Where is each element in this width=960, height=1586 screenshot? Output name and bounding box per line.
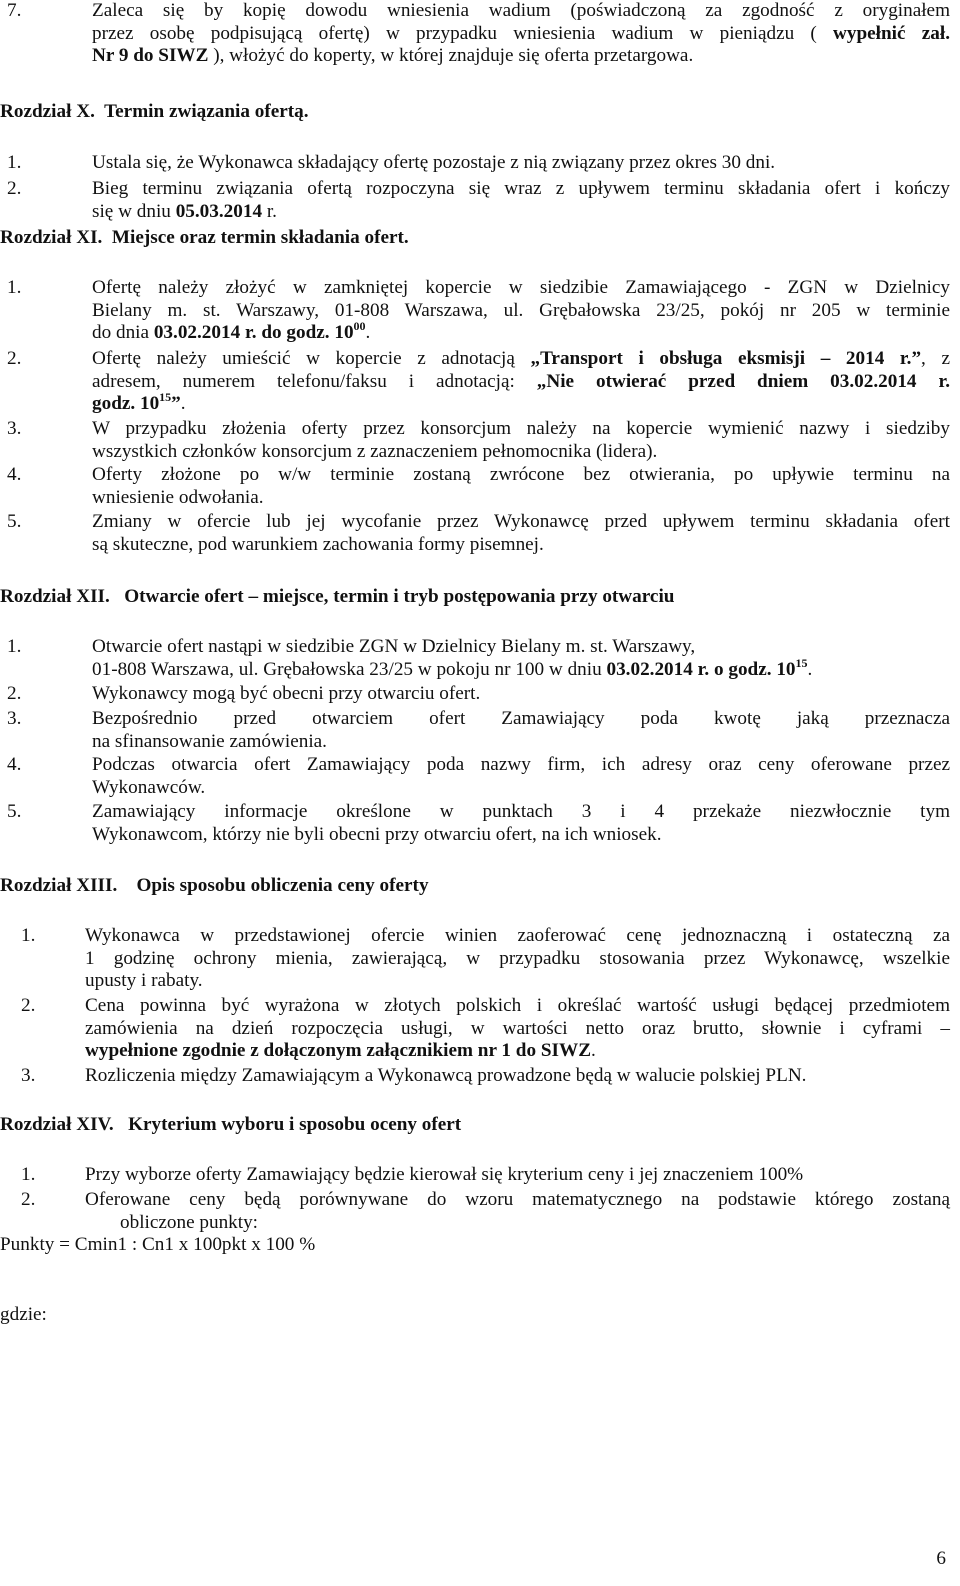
list-item [21,925,950,993]
item-line: Nr 9 do SIWZ ), włożyć do koperty, w której znajduje się oferta przetargowa. [92,45,694,66]
item-line: obliczone punkty: [120,1211,259,1233]
item-line: 1 godzinę ochrony mienia, zawierającą, w przypadku stosowania przez Wykonawcę, wszelkie [85,947,950,969]
item-line: Otwarcie ofert nastąpi w siedzibie ZGN w Dzielnicy Bielany m. st. Warszawy, [92,636,696,657]
item-line: Zamawiający informacje określone w punktach 3 i 4 przekaże niezwłocznie tym [92,801,950,822]
item-number: 5. [7,511,22,532]
list-item [21,995,950,1063]
list-item [7,464,950,509]
list-item-7 [7,0,950,68]
item-line: Wykonawca w przedstawionej ofercie winien zaoferować cenę jednoznaczną i ostateczną za [85,925,950,946]
section-title: Miejsce oraz termin składania ofert. [111,227,409,248]
item-number: 2. [7,178,22,199]
section-label: Rozdział XII. [0,586,110,607]
section-label: Rozdział XI. [0,227,103,248]
item-line: Ofertę należy złożyć w zamkniętej kopercie w siedzibie Zamawiającego - ZGN w Dzielnicy [92,277,950,298]
item-line: Wykonawcy mogą być obecni przy otwarciu ofert. [92,683,481,704]
item-line: Bieg terminu związania ofertą rozpoczyna się wraz z upływem terminu składania ofert i kończy [92,178,950,199]
item-number: 1. [7,636,22,657]
bold-text: Nr 9 do SIWZ [92,45,209,66]
item-line: Ustala się, że Wykonawca składający ofertę pozostaje z nią związany przez okres 30 dni. [92,152,776,173]
section-title: Opis sposobu obliczenia ceny oferty [136,875,429,896]
section-title: Otwarcie ofert – miejsce, termin i tryb postępowania przy otwarciu [124,586,675,607]
item-number: 1. [7,277,22,298]
item-line: W przypadku złożenia oferty przez konsorcjum należy na kopercie wymienić nazwy i siedziby [92,418,950,439]
item-line: do dnia 03.02.2014 r. do godz. $10^{00}$. [92,319,371,343]
page-number: 6 [936,1548,946,1569]
item-line: godz. $10^{15}$”. [92,390,186,414]
list-item [7,178,950,223]
item-line: Oferowane ceny będą porównywane do wzoru matematycznego na podstawie którego zostaną [85,1189,950,1210]
item-number: 2. [7,683,22,704]
bold-text: wypełnić zał. [833,22,950,44]
item-line: wszystkich członków konsorcjum z zaznaczeniem pełnomocnika (lidera). [92,440,658,462]
item-line: Wykonawców. [92,776,206,798]
item-number: 2. [21,995,36,1016]
item-line: Ofertę należy umieścić w kopercie z adnotacją „Transport i obsługa eksmisji – 2014 r.”, z [92,348,950,369]
section-title: Kryterium wyboru i sposobu oceny ofert [128,1114,462,1135]
item-line: Oferty złożone po w/w terminie zostaną zwrócone bez otwierania, po upływie terminu na [92,464,950,485]
item-line: 01-808 Warszawa, ul. Grębałowska 23/25 w pokoju nr 100 w dniu 03.02.2014 r. o godz. $10^{15}$. [92,655,813,680]
list-item [7,754,950,799]
list-item [7,277,950,345]
where-label: gdzie: [0,1304,47,1325]
item-number: 1. [21,1164,36,1185]
formula: Punkty = Cmin1 : Cn1 x 100pkt x 100 % [0,1234,316,1255]
list-item [7,511,950,556]
item-line: adresem, numerem telefonu/faksu i adnotacją: „Nie otwierać przed dniem 03.02.2014 r. [92,370,950,392]
list-item [7,801,950,846]
section-heading-xiv [0,1114,950,1137]
item-number: 7. [7,0,22,21]
item-number: 2. [21,1189,36,1210]
section-label: Rozdział XIII. [0,875,118,896]
section-label: Rozdział X. [0,101,95,122]
item-number: 4. [7,754,22,775]
section-title: Termin związania ofertą. [104,101,309,122]
item-number: 3. [7,418,22,439]
item-number: 1. [21,925,36,946]
item-line: Bezpośrednio przed otwarciem ofert Zamawiający poda kwotę jaką przeznacza [92,708,950,729]
item-line: Rozliczenia między Zamawiającym a Wykonawcą prowadzone będą w walucie polskiej PLN. [85,1065,807,1086]
item-line: na sfinansowanie zamówienia. [92,730,327,752]
list-item [21,1065,950,1088]
section-heading-x [0,101,950,124]
list-item [21,1164,950,1187]
list-item [7,636,950,681]
list-item [7,152,950,175]
item-line: wniesienie odwołania. [92,486,264,508]
section-label: Rozdział XIV. [0,1114,114,1135]
item-line: są skuteczne, pod warunkiem zachowania formy pisemnej. [92,533,544,555]
list-item [7,348,950,416]
item-number: 1. [7,152,22,173]
item-line: przez osobę podpisującą ofertę) w przypadku wniesienia wadium w pieniądzu ( wypełnić zał. [92,22,950,44]
item-line: wypełnione zgodnie z dołączonym załącznikiem nr 1 do SIWZ. [85,1040,596,1061]
list-item [7,418,950,463]
item-line: Bielany m. st. Warszawy, 01-808 Warszawa, ul. Grębałowska 23/25, pokój nr 205 w terminie [92,299,950,321]
section-heading-xii [0,586,950,609]
section-heading-xi [0,227,950,250]
list-item [7,708,950,753]
item-number: 3. [21,1065,36,1086]
item-line: Cena powinna być wyrażona w złotych polskich i określać wartość usługi będącej przedmiotem [85,995,950,1016]
item-number: 5. [7,801,22,822]
item-line: zamówienia na dzień rozpoczęcia usługi, w wartości netto oraz brutto, słownie i cyframi – [85,1017,950,1039]
item-number: 2. [7,348,22,369]
item-line: Podczas otwarcia ofert Zamawiający poda nazwy firm, ich adresy oraz ceny oferowane przez [92,754,950,775]
item-line: upusty i rabaty. [85,970,203,991]
item-line: Wykonawcom, którzy nie byli obecni przy otwarciu ofert, na ich wniosek. [92,823,662,845]
item-number: 3. [7,708,22,729]
item-number: 4. [7,464,22,485]
item-line: Przy wyborze oferty Zamawiający będzie kierował się kryterium ceny i jej znaczeniem 100% [85,1164,804,1185]
item-line: Zmiany w ofercie lub jej wycofanie przez Wykonawcę przed upływem terminu składania ofert [92,511,950,532]
list-item [7,683,950,706]
item-line: Zaleca się by kopię dowodu wniesienia wadium (poświadczoną za zgodność z oryginałem [92,0,950,21]
section-heading-xiii [0,875,950,898]
item-line: się w dniu 05.03.2014 r. [92,200,277,222]
list-item [21,1189,950,1234]
